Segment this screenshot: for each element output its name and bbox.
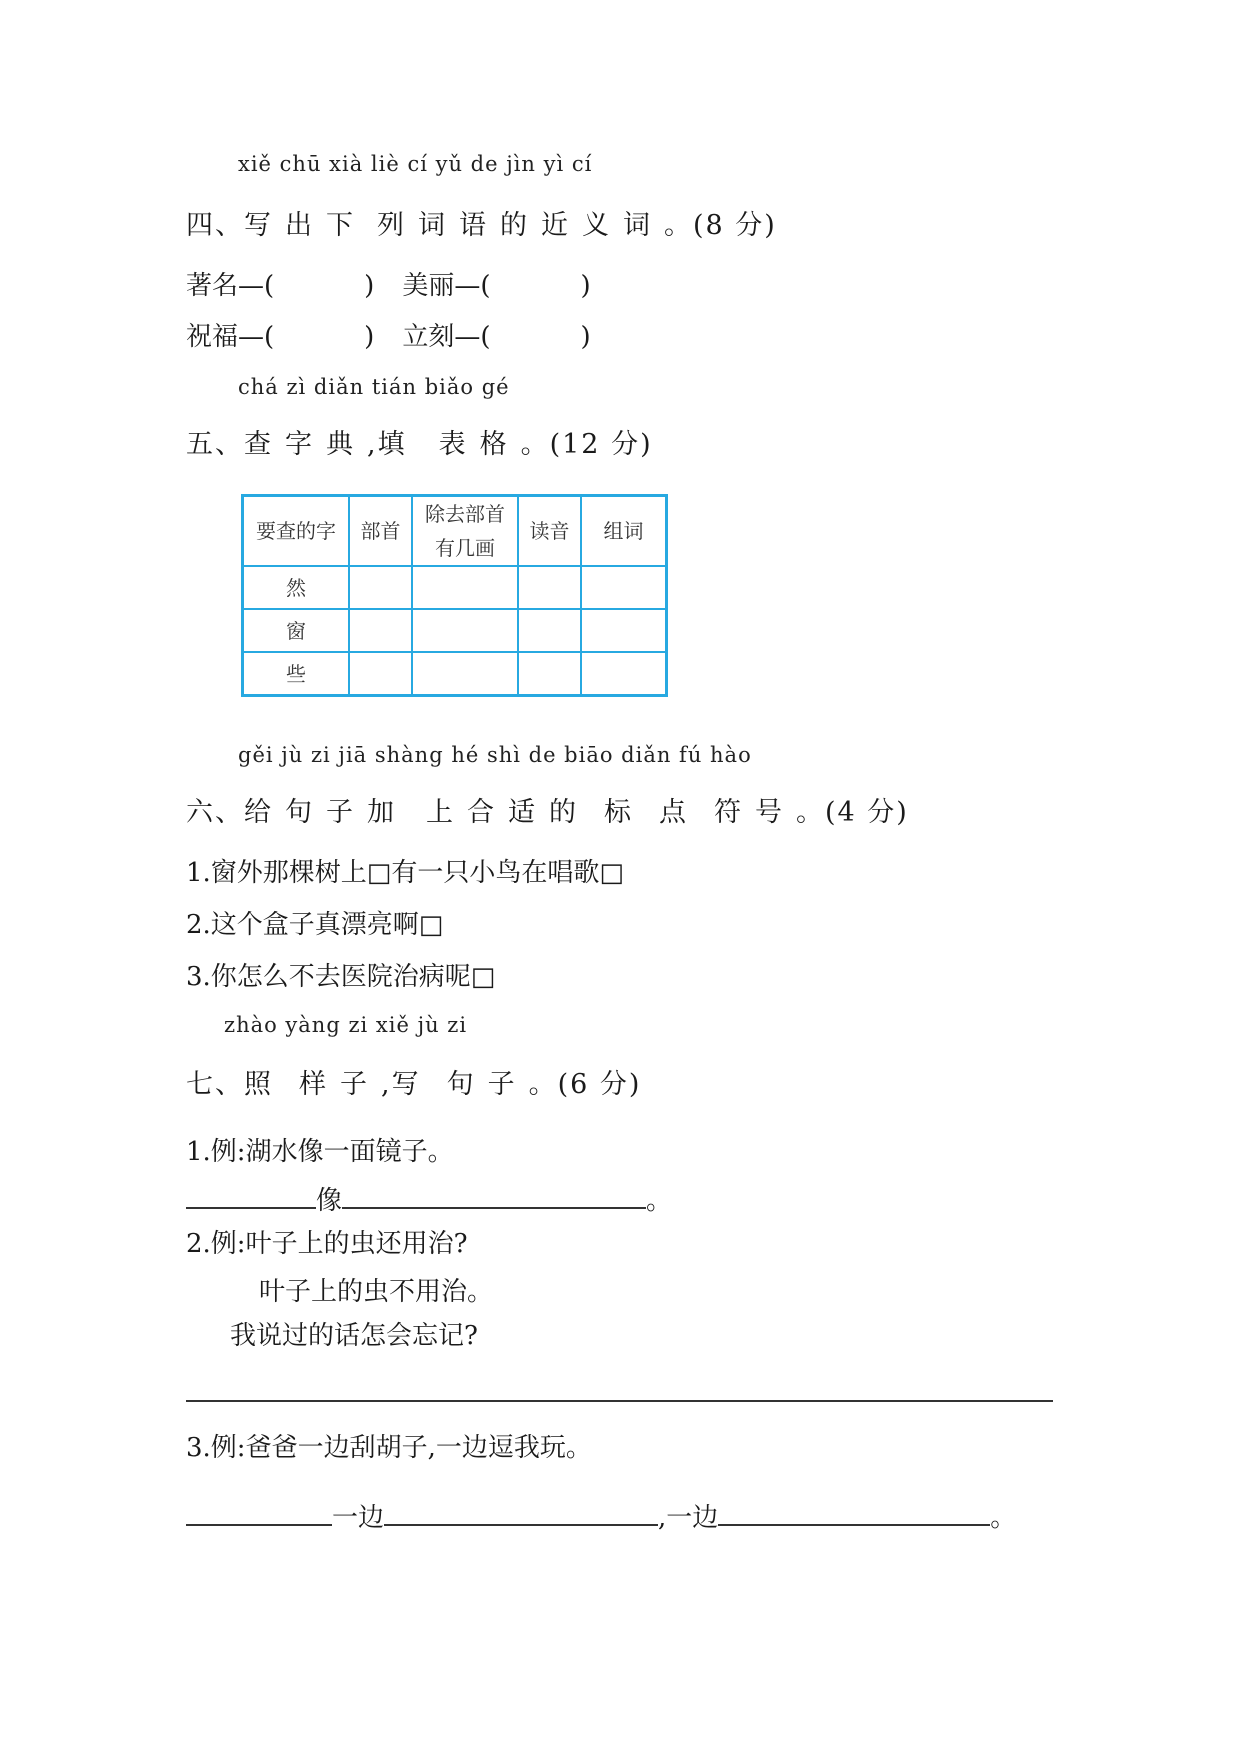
q1-example: 1.例:湖水像一面镜子。 bbox=[186, 1137, 454, 1167]
section5-pinyin: chá zì diǎn tián biǎo gé bbox=[238, 375, 510, 399]
title-char: 语 bbox=[459, 210, 488, 241]
table-row bbox=[243, 609, 667, 652]
synonym-word: 美丽 bbox=[402, 271, 455, 301]
table-header: 部首 bbox=[349, 496, 412, 567]
title-char: 子 bbox=[340, 1069, 369, 1100]
lookup-char: 些 bbox=[243, 652, 350, 696]
section4-pinyin: xiě chū xià liè cí yǔ de jìn yì cí bbox=[238, 152, 593, 176]
table-header: 读音 bbox=[518, 496, 581, 567]
word-cell[interactable] bbox=[581, 652, 667, 696]
table-header bbox=[412, 496, 518, 567]
synonym-open: —( bbox=[454, 322, 491, 352]
pronunciation-cell[interactable] bbox=[518, 652, 581, 696]
title-char: 句 bbox=[446, 1069, 476, 1100]
title-char: 列 bbox=[377, 210, 406, 241]
section6-title bbox=[186, 790, 909, 829]
table-header: 要查的字 bbox=[243, 496, 350, 567]
q3-mid2: 一边 bbox=[666, 1503, 719, 1533]
title-char: 字 bbox=[285, 429, 314, 460]
punctuation-item-1: 1.窗外那棵树上□有一只小鸟在唱歌□ bbox=[186, 858, 624, 888]
word-cell[interactable] bbox=[581, 609, 667, 652]
synonym-word: 立刻 bbox=[402, 322, 455, 352]
title-char: 词 bbox=[623, 210, 652, 241]
title-char: 下 bbox=[326, 210, 355, 241]
section4-score: 。(8 分) bbox=[664, 210, 777, 241]
q2-prompt: 我说过的话怎会忘记? bbox=[230, 1321, 478, 1351]
section4-title bbox=[186, 203, 777, 242]
radical-cell[interactable] bbox=[349, 609, 412, 652]
table-row bbox=[243, 566, 667, 609]
strokes-cell[interactable] bbox=[412, 566, 518, 609]
q3-mid1: 一边 bbox=[332, 1503, 385, 1533]
q3-answer-line bbox=[186, 1497, 1016, 1534]
answer-blank[interactable] bbox=[186, 1498, 332, 1526]
q3-example: 3.例:爸爸一边刮胡子,一边逗我玩。 bbox=[186, 1433, 592, 1463]
section5-title bbox=[186, 422, 653, 461]
punctuation-item-3: 3.你怎么不去医院治病呢□ bbox=[186, 962, 496, 992]
strokes-cell[interactable] bbox=[412, 609, 518, 652]
title-char: 七、照 bbox=[186, 1069, 273, 1100]
synonym-open: —( bbox=[238, 322, 275, 352]
title-char: 表 bbox=[438, 429, 468, 460]
synonym-word: 著名 bbox=[186, 271, 239, 301]
table-header-row bbox=[243, 496, 667, 567]
radical-cell[interactable] bbox=[349, 652, 412, 696]
synonym-close: ) bbox=[580, 271, 591, 301]
title-char: ,写 bbox=[381, 1069, 421, 1100]
radical-cell[interactable] bbox=[349, 566, 412, 609]
punctuation-item-2: 2.这个盒子真漂亮啊□ bbox=[186, 910, 444, 940]
lookup-char: 窗 bbox=[243, 609, 350, 652]
q2-answer-blank[interactable] bbox=[186, 1400, 1053, 1402]
answer-blank[interactable] bbox=[342, 1181, 646, 1209]
synonym-close: ) bbox=[364, 322, 375, 352]
synonym-row-1 bbox=[186, 265, 619, 302]
answer-blank[interactable] bbox=[186, 1181, 316, 1209]
title-char: 出 bbox=[285, 210, 314, 241]
q2-example: 2.例:叶子上的虫还用治? bbox=[186, 1229, 468, 1259]
title-char: 适 bbox=[508, 797, 537, 828]
q1-end: 。 bbox=[646, 1186, 673, 1216]
title-char: 的 bbox=[500, 210, 529, 241]
title-char: 五、查 bbox=[186, 429, 273, 460]
title-char: 词 bbox=[418, 210, 447, 241]
strokes-cell[interactable] bbox=[412, 652, 518, 696]
title-char: 样 bbox=[299, 1069, 328, 1100]
section5-score: 。(12 分) bbox=[520, 429, 653, 460]
synonym-item bbox=[186, 265, 374, 302]
table-header: 组词 bbox=[581, 496, 667, 567]
table-row bbox=[243, 652, 667, 696]
synonym-close: ) bbox=[364, 271, 375, 301]
section7-title bbox=[186, 1062, 641, 1101]
title-char: 典 bbox=[326, 429, 355, 460]
title-char: 标 bbox=[604, 797, 633, 828]
title-char: 加 bbox=[367, 797, 396, 828]
title-char: 子 bbox=[487, 1069, 517, 1100]
section6-score: 。(4 分) bbox=[796, 797, 909, 828]
title-char: 格 bbox=[479, 429, 509, 460]
section7-pinyin: zhào yàng zi xiě jù zi bbox=[224, 1013, 468, 1037]
title-char: 上 bbox=[426, 797, 455, 828]
title-char: 义 bbox=[582, 210, 611, 241]
q1-answer-line bbox=[186, 1180, 672, 1217]
word-cell[interactable] bbox=[581, 566, 667, 609]
synonym-close: ) bbox=[580, 322, 591, 352]
q3-comma: , bbox=[658, 1503, 667, 1533]
synonym-item bbox=[402, 265, 590, 302]
title-char: 四、写 bbox=[186, 210, 273, 241]
lookup-char: 然 bbox=[243, 566, 350, 609]
title-char: ,填 bbox=[367, 429, 407, 460]
title-char: 的 bbox=[549, 797, 578, 828]
title-char: 子 bbox=[326, 797, 355, 828]
synonym-open: —( bbox=[238, 271, 275, 301]
title-char: 句 bbox=[285, 797, 314, 828]
synonym-item bbox=[402, 316, 590, 353]
answer-blank[interactable] bbox=[384, 1498, 658, 1526]
title-char: 六、给 bbox=[186, 797, 273, 828]
q3-end: 。 bbox=[990, 1503, 1017, 1533]
title-char: 符 bbox=[714, 797, 743, 828]
synonym-item bbox=[186, 316, 374, 353]
dictionary-table bbox=[241, 494, 668, 697]
title-char: 点 bbox=[659, 797, 688, 828]
table-header-line: 除去部首 bbox=[425, 502, 505, 526]
synonym-open: —( bbox=[454, 271, 491, 301]
pronunciation-cell[interactable] bbox=[518, 566, 581, 609]
section7-score: 。(6 分) bbox=[528, 1069, 642, 1100]
q1-middle: 像 bbox=[316, 1186, 343, 1216]
section6-pinyin: gěi jù zi jiā shàng hé shì de biāo diǎn fú hào bbox=[238, 743, 752, 767]
table-header-line: 有几画 bbox=[435, 536, 495, 560]
synonym-word: 祝福 bbox=[186, 322, 239, 352]
title-char: 号 bbox=[755, 797, 784, 828]
q2-answer: 叶子上的虫不用治。 bbox=[259, 1277, 494, 1307]
title-char: 近 bbox=[541, 210, 570, 241]
synonym-row-2 bbox=[186, 316, 619, 353]
answer-blank[interactable] bbox=[718, 1498, 990, 1526]
title-char: 合 bbox=[467, 797, 496, 828]
pronunciation-cell[interactable] bbox=[518, 609, 581, 652]
